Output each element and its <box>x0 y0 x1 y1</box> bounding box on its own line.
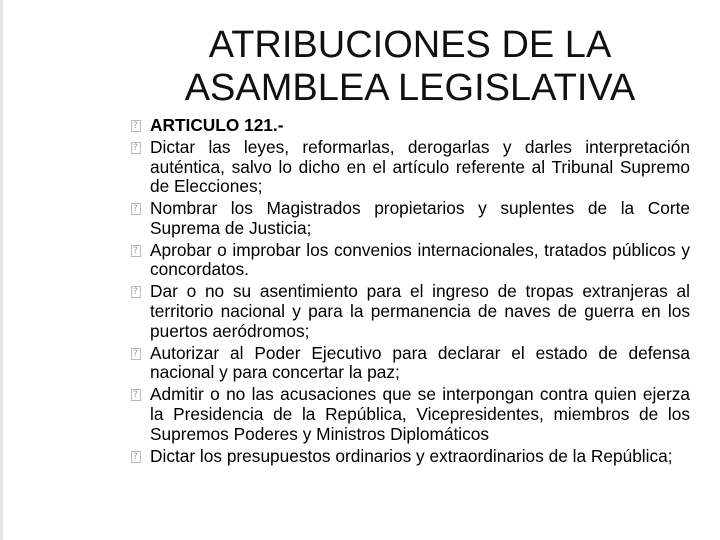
list-item <box>131 282 690 341</box>
title-line-2: ASAMBLEA LEGISLATIVA <box>184 67 636 109</box>
list-item <box>131 447 690 467</box>
missing-glyph-box-icon <box>131 245 141 257</box>
list-item <box>131 241 690 280</box>
missing-glyph-box-icon <box>131 120 141 132</box>
article-list <box>131 116 690 468</box>
list-item-text: Aprobar o improbar los convenios internacionales, tratados públicos y concordatos. <box>150 239 690 280</box>
missing-glyph-box-icon <box>131 451 141 463</box>
list-item-text: Dictar las leyes, reformarlas, derogarlas y darles interpretación auténtica, salvo lo dicho en el artículo referente al Tribunal Supremo de Elecciones; <box>150 136 690 197</box>
list-item-text: Autorizar al Poder Ejecutivo para declarar el estado de defensa nacional y para concertar la paz; <box>150 342 690 383</box>
title-line-1: ATRIBUCIONES DE LA <box>208 24 612 66</box>
missing-glyph-box-icon <box>131 142 141 154</box>
missing-glyph-box-icon <box>131 389 141 401</box>
list-item-heading <box>131 116 690 136</box>
missing-glyph-box-icon <box>131 286 141 298</box>
article-heading: ARTICULO 121.- <box>150 115 284 135</box>
list-item <box>131 344 690 383</box>
left-accent-bar <box>0 0 3 540</box>
missing-glyph-box-icon <box>131 203 141 215</box>
slide-title <box>160 24 660 110</box>
list-item <box>131 385 690 444</box>
list-item <box>131 138 690 197</box>
list-item-text: Admitir o no las acusaciones que se interpongan contra quien ejerza la Presidencia de la República, Vicepresidentes, miembros de los Supremos Poderes y Ministros Diplomáticos <box>150 384 690 444</box>
list-item <box>131 199 690 238</box>
list-item-text: Dictar los presupuestos ordinarios y extraordinarios de la República; <box>150 445 673 466</box>
list-item-text: Nombrar los Magistrados propietarios y suplentes de la Corte Suprema de Justicia; <box>150 198 690 238</box>
list-item-text: Dar o no su asentimiento para el ingreso de tropas extranjeras al territorio nacional y para la permanencia de naves de guerra en los puertos aeródromos; <box>150 281 690 341</box>
missing-glyph-box-icon <box>131 348 141 360</box>
